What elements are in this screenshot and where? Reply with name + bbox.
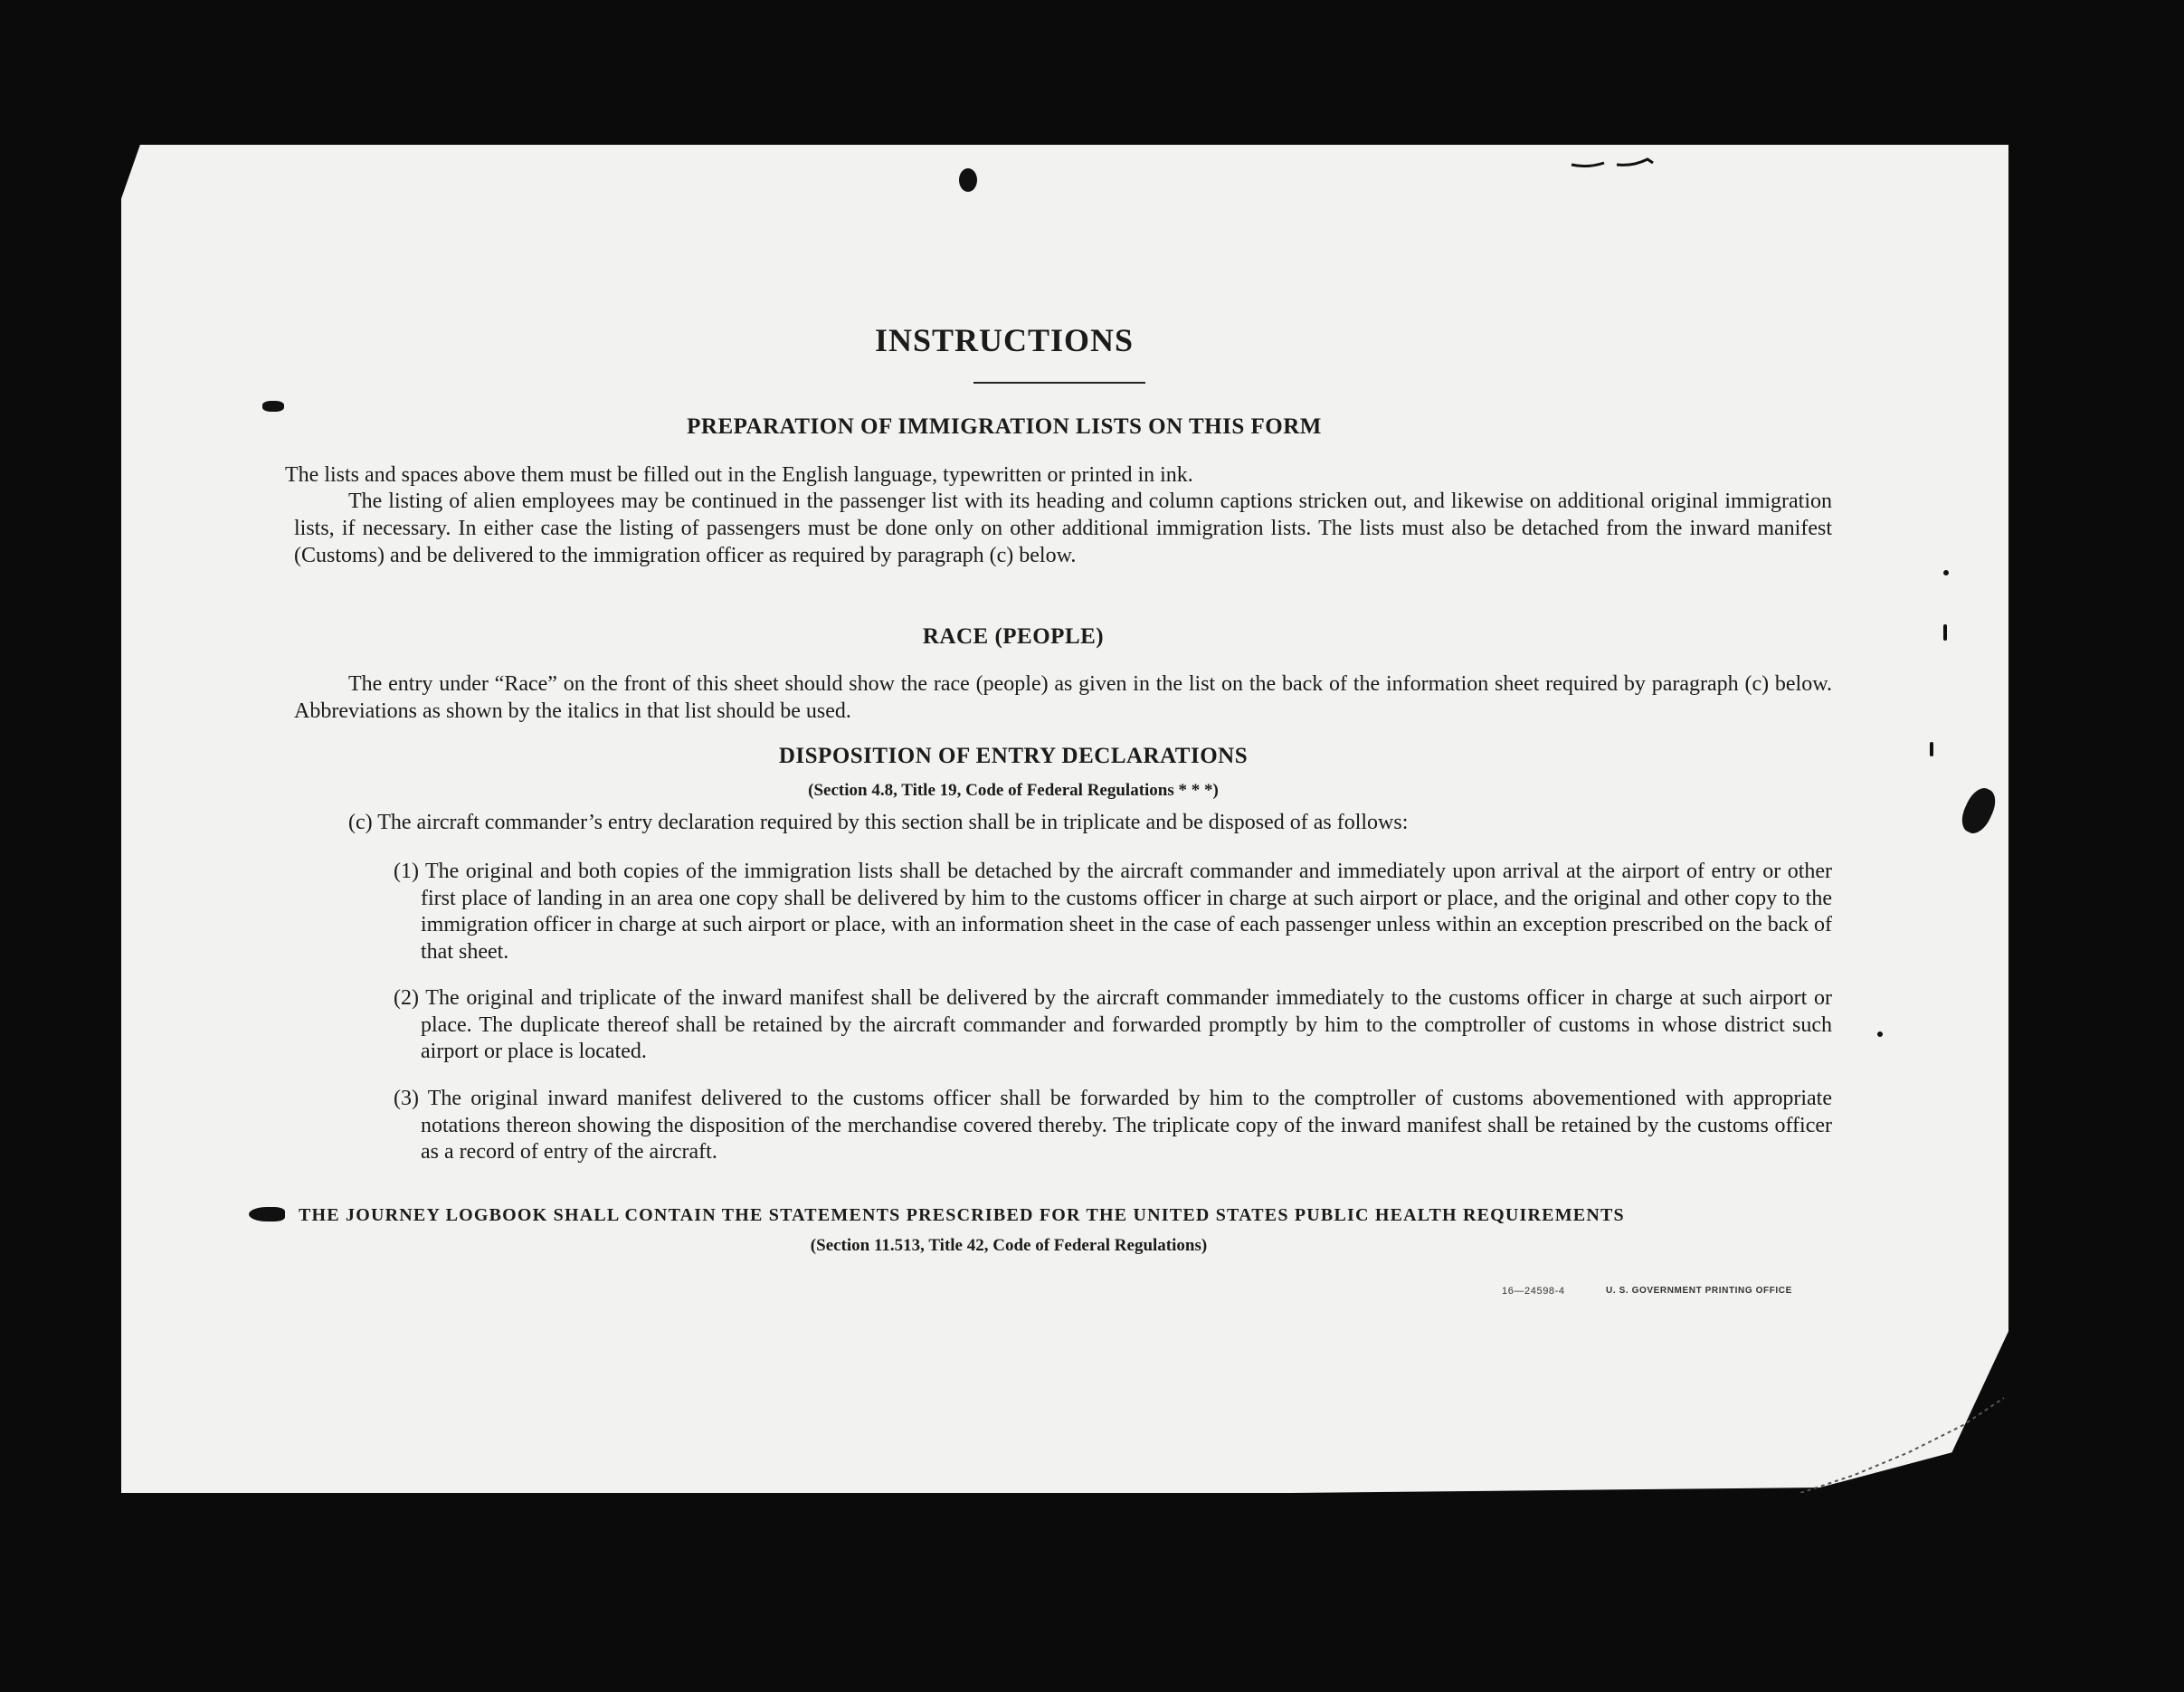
section-heading-race: RACE (PEOPLE)	[922, 624, 1105, 649]
paragraph-entry-declaration: (c) The aircraft commander’s entry declaration required by this section shall be in triplicate and be disposed of as follows:	[348, 811, 1409, 834]
margin-dot	[1943, 570, 1949, 575]
margin-dot	[1877, 1031, 1883, 1037]
torn-edge-mark	[1800, 1389, 2008, 1493]
section-heading-preparation: PREPARATION OF IMMIGRATION LISTS ON THIS FORM	[687, 414, 1322, 439]
health-requirements-citation: (Section 11.513, Title 42, Code of Federal Regulations)	[810, 1236, 1208, 1255]
section-citation: (Section 4.8, Title 19, Code of Federal Regulations * * *)	[808, 781, 1219, 800]
margin-dot	[1930, 742, 1933, 756]
list-item-1: (1) The original and both copies of the immigration lists shall be detached by the aircraft commander and immediately upon arrival at the airport of entry or other first place of landing in an area one copy shall be delivered by him to the customs officer in charge at such airport or place, and the original and other copy to the immigration officer in charge at such airport or place, with an information sheet in the case of each passenger unless within an exception prescribed on the back of that sheet.	[394, 860, 1832, 964]
form-number: 16—24598-4	[1502, 1286, 1565, 1297]
title-underline	[973, 382, 1145, 384]
list-item-3: (3) The original inward manifest delivered to the customs officer shall be forwarded by him to the comptroller of customs abovementioned with appropriate notations thereon showing the disposition of the merchandise covered thereby. The triplicate copy of the inward manifest shall be retained by the customs officer as a record of entry of the aircraft.	[394, 1087, 1832, 1164]
section-heading-disposition: DISPOSITION OF ENTRY DECLARATIONS	[778, 744, 1249, 768]
margin-dot	[1943, 624, 1947, 641]
ink-blot	[959, 168, 977, 192]
pointing-hand-mark	[249, 1207, 285, 1221]
list-item-2: (2) The original and triplicate of the inward manifest shall be delivered by the aircraft commander immediately to the customs officer in charge at such airport or place. The duplicate thereof shall be retained by the aircraft commander and forwarded promptly by him to the comptroller of customs in whose district such airport or place is located.	[394, 986, 1832, 1063]
paragraph-language: The lists and spaces above them must be filled out in the English language, typewritten or printed in ink.	[285, 463, 1193, 487]
printing-office: U. S. GOVERNMENT PRINTING OFFICE	[1606, 1286, 1792, 1296]
paragraph-race: The entry under “Race” on the front of this sheet should show the race (people) as given in the list on the back of the information sheet required by paragraph (c) below. Abbreviations as shown by the italics in that list should be used.	[294, 672, 1832, 723]
paragraph-alien-employees: The listing of alien employees may be continued in the passenger list with its heading and column captions stricken out, and likewise on additional original immigration lists, if necessary. In either case the listing of passengers must be done only on other additional immigration lists. The lists must also be detached from the inward manifest (Customs) and be delivered to the immigration officer as required by paragraph (c) below.	[294, 490, 1832, 567]
document-title: INSTRUCTIONS	[874, 322, 1135, 358]
health-requirements-notice: THE JOURNEY LOGBOOK SHALL CONTAIN THE STATEMENTS PRESCRIBED FOR THE UNITED STATES PUBLIC HEALTH REQUIREMENTS	[299, 1205, 1625, 1225]
ink-blot	[262, 401, 284, 412]
ink-stroke	[1570, 154, 1660, 172]
